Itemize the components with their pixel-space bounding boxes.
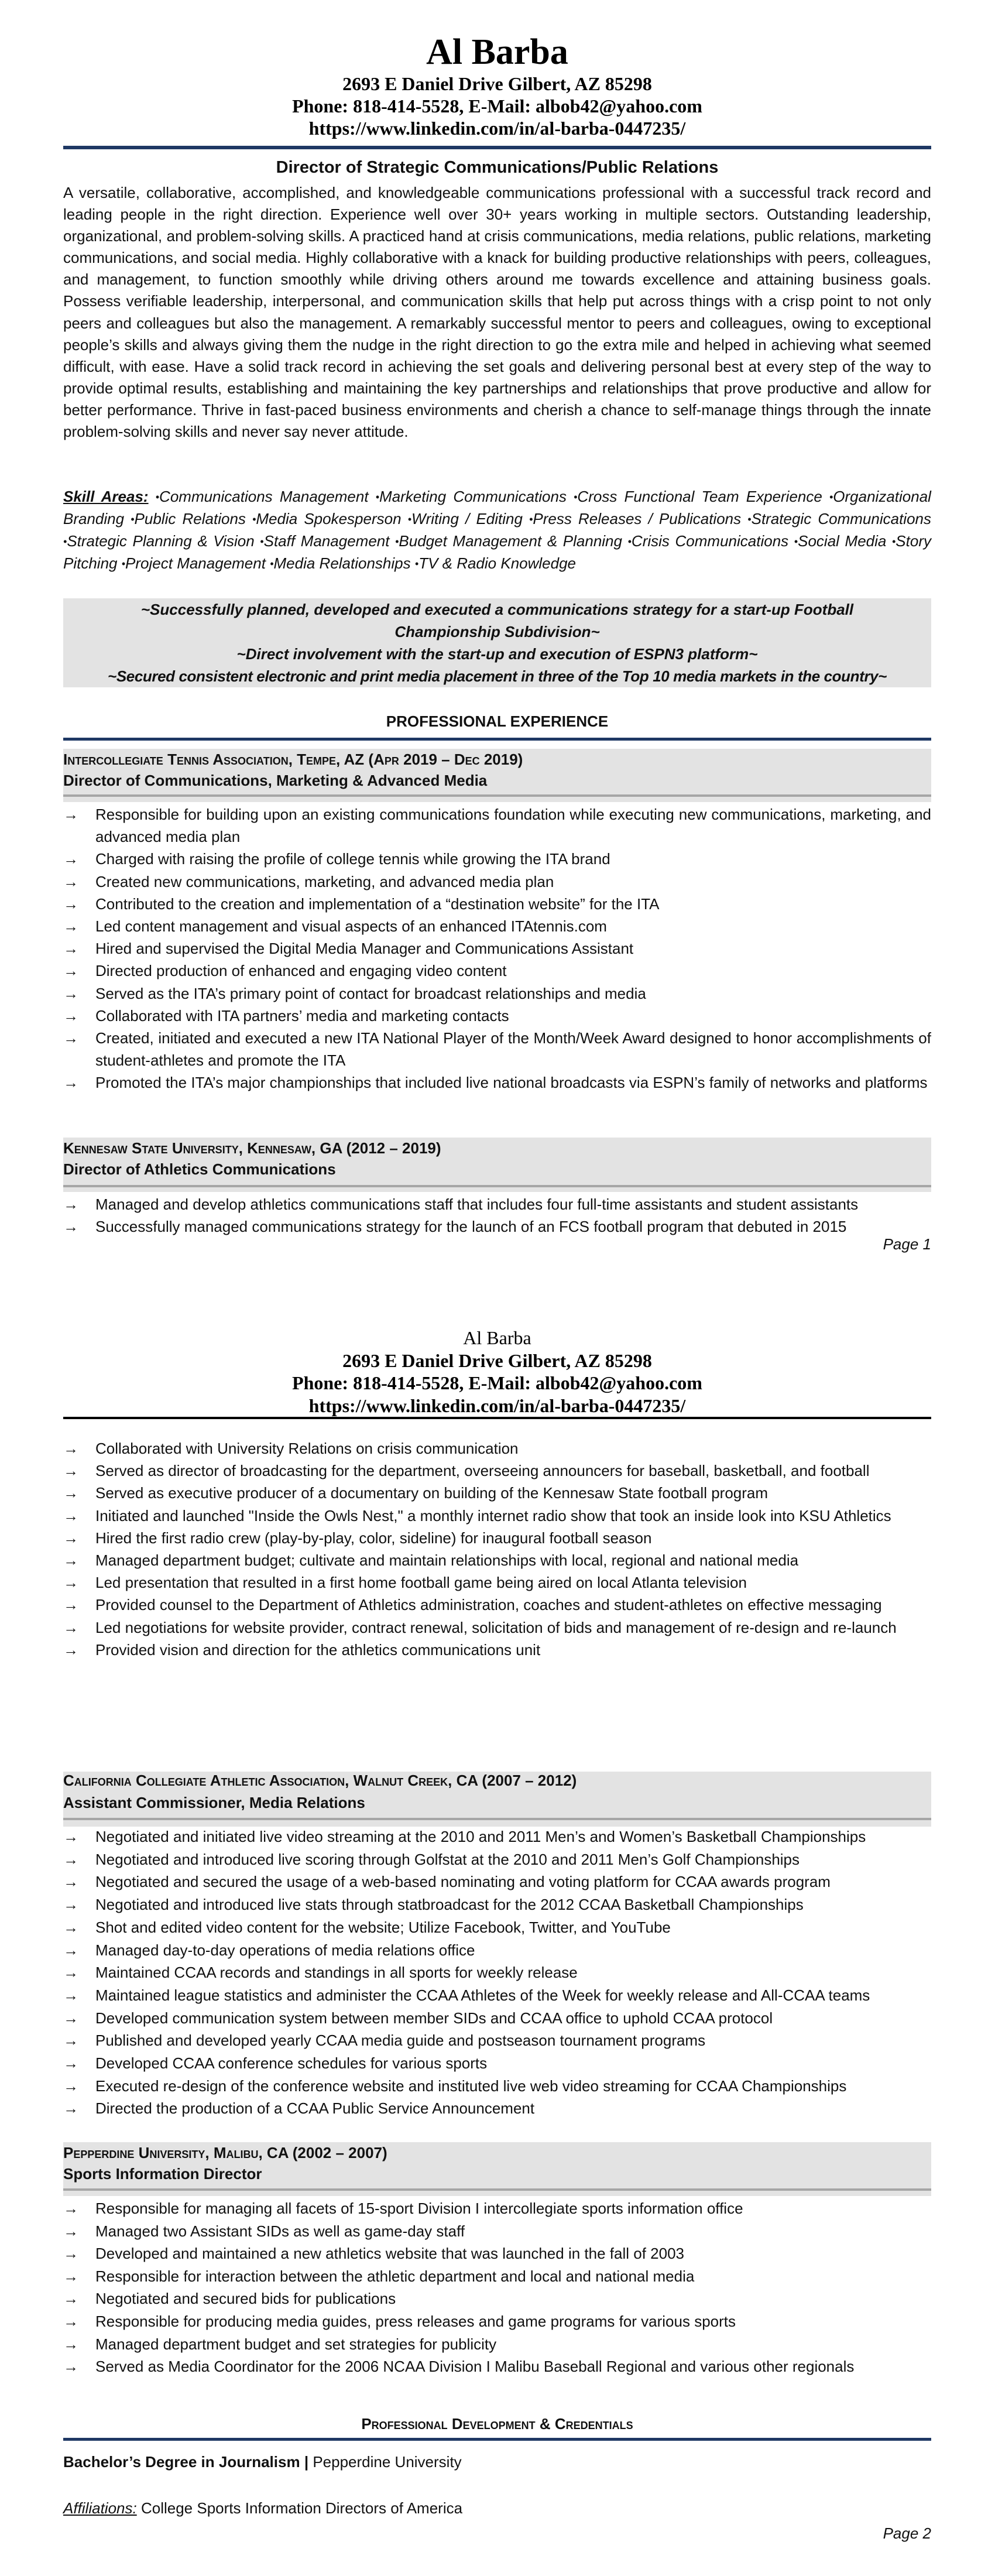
section-heading-experience: PROFESSIONAL EXPERIENCE bbox=[386, 712, 609, 730]
bullet-text: Responsible for building upon an existing communications foundation while executing new communications, marketing, and advanced media plan bbox=[95, 806, 931, 846]
bullet-item bbox=[63, 1961, 931, 1984]
arrow-icon: → bbox=[63, 1462, 78, 1480]
bullet-item bbox=[63, 871, 931, 893]
bullet-text: Managed and develop athletics communications staff that includes four full-time assistants and student assistants bbox=[95, 1195, 859, 1213]
bullet-item bbox=[63, 1549, 931, 1571]
skill-text: Public Relations bbox=[134, 510, 246, 527]
bullet-text: Responsible for interaction between the athletic department and local and national media bbox=[95, 2267, 695, 2285]
skill-item bbox=[122, 554, 266, 572]
skill-bullet-icon: • bbox=[121, 558, 126, 570]
bullet-item bbox=[63, 2097, 931, 2120]
job-title: Sports Information Director bbox=[63, 2165, 262, 2183]
arrow-icon: → bbox=[63, 2032, 78, 2050]
page-number: Page 1 bbox=[883, 1235, 931, 1253]
affiliations-line bbox=[63, 2498, 931, 2518]
job-company: Kennesaw State University, Kennesaw, GA (2012 – 2019) bbox=[63, 1139, 441, 1157]
bullet-item bbox=[63, 848, 931, 870]
skill-item bbox=[260, 532, 389, 550]
job-company: Intercollegiate Tennis Association, Tempe, AZ (Apr 2019 – Dec 2019) bbox=[63, 751, 523, 768]
job-title: Director of Athletics Communications bbox=[63, 1160, 336, 1178]
skill-bullet-icon: • bbox=[270, 558, 274, 570]
linkedin-url: https://www.linkedin.com/in/al-barba-0447235/ bbox=[308, 1395, 686, 1416]
bullet-text: Served as the ITA’s primary point of contact for broadcast relationships and media bbox=[95, 984, 646, 1002]
arrow-icon: → bbox=[63, 872, 78, 890]
arrow-icon: → bbox=[63, 1896, 78, 1914]
bullet-text: Developed communication system between member SIDs and CCAA office to uphold CCAA protocol bbox=[95, 2009, 773, 2027]
job-bullets bbox=[63, 1437, 931, 1661]
skill-item bbox=[63, 532, 255, 550]
skill-text: Social Media bbox=[798, 532, 887, 550]
summary-paragraph: A versatile, collaborative, accomplished, and knowledgeable communications professional with a successful track record and leading people in the right direction. Experience well over 30+ years working in multiple sectors. Outstanding leadership, organizational, and problem-solving skills. A practiced hand at crisis communications, media relations, public relations, marketing communications, and social media. Highly collaborative with a knack for building productive relationships with peers, colleagues, and management, to function smoothly while driving others around me towards excellence and attaining business goals. Possess verifiable leadership, interpersonal, and communication skills that help put across things with a crisp point to not only peers and colleagues but also the management. A remarkably successful mentor to peers and colleagues, owing to exceptional people’s skills and always giving them the nudge in the right direction to go the extra mile and helped in achieving what seemed difficult, with ease. Have a solid track record in achieving the set goals and delivering personal best at every step of the way to provide optimal results, establishing and maintaining the key partnerships and relationships that prove productive and allow for better performance. Thrive in fast-paced business environments and cherish a chance to self-manage things through the innate problem-solving skills and never say never attitude. bbox=[63, 184, 931, 441]
address: 2693 E Daniel Drive Gilbert, AZ 85298 bbox=[342, 73, 652, 94]
skill-text: Media Spokesperson bbox=[256, 510, 402, 527]
bullet-item bbox=[63, 1527, 931, 1549]
arrow-icon: → bbox=[63, 1964, 78, 1982]
arrow-icon: → bbox=[63, 2267, 78, 2285]
arrow-icon: → bbox=[63, 895, 78, 913]
arrow-icon: → bbox=[63, 1918, 78, 1936]
skill-text: Crisis Communications bbox=[631, 532, 789, 550]
bullet-item bbox=[63, 1005, 931, 1027]
job-company: Pepperdine University, Malibu, CA (2002 – 2007) bbox=[63, 2144, 387, 2161]
job-header bbox=[63, 1772, 931, 1827]
bullet-text: Directed production of enhanced and engaging video content bbox=[95, 962, 507, 980]
job-header-rule bbox=[63, 2188, 931, 2191]
bullet-text: Contributed to the creation and implementation of a “destination website” for the ITA bbox=[95, 895, 660, 913]
bullet-text: Promoted the ITA’s major championships that included live national broadcasts via ESPN’s family of networks and platforms bbox=[95, 1074, 928, 1092]
arrow-icon: → bbox=[63, 1074, 78, 1092]
bullet-text: Served as executive producer of a documentary on building of the Kennesaw State football program bbox=[95, 1484, 768, 1502]
bullet-text: Negotiated and secured the usage of a web-based nominating and voting platform for CCAA awards program bbox=[95, 1873, 831, 1891]
bullet-text: Published and developed yearly CCAA media guide and postseason tournament programs bbox=[95, 2032, 706, 2050]
arrow-icon: → bbox=[63, 1828, 78, 1845]
degree: Bachelor’s Degree in Journalism bbox=[63, 2453, 300, 2471]
arrow-icon: → bbox=[63, 1640, 78, 1659]
arrow-icon: → bbox=[63, 806, 78, 823]
section-heading-credentials: Professional Development & Credentials bbox=[361, 2415, 633, 2433]
bullet-text: Managed two Assistant SIDs as well as game-day staff bbox=[95, 2222, 465, 2240]
arrow-icon: → bbox=[63, 1574, 78, 1592]
headline: Director of Strategic Communications/Public Relations bbox=[276, 158, 719, 177]
bullet-item bbox=[63, 1482, 931, 1504]
school: Pepperdine University bbox=[313, 2453, 462, 2471]
skill-text: Press Releases / Publications bbox=[533, 510, 742, 527]
bullet-text: Developed CCAA conference schedules for various sports bbox=[95, 2054, 488, 2073]
arrow-icon: → bbox=[63, 2290, 78, 2308]
bullet-text: Successfully managed communications strategy for the launch of an FCS football program that debuted in 2015 bbox=[95, 1218, 847, 1235]
bullet-text: Shot and edited video content for the website; Utilize Facebook, Twitter, and YouTube bbox=[95, 1918, 671, 1936]
bullet-text: Responsible for producing media guides, press releases and game programs for various sports bbox=[95, 2312, 736, 2330]
bullet-item bbox=[63, 1939, 931, 1962]
bullet-item bbox=[63, 1027, 931, 1071]
bullet-text: Served as Media Coordinator for the 2006 NCAA Division I Malibu Baseball Regional and various other regionals bbox=[95, 2358, 855, 2376]
job-bullets bbox=[63, 1825, 931, 2120]
arrow-icon: → bbox=[63, 1596, 78, 1614]
skill-bullet-icon: • bbox=[891, 536, 896, 547]
bullet-text: Led content management and visual aspects of an enhanced ITAtennis.com bbox=[95, 917, 607, 936]
bullet-item bbox=[63, 2075, 931, 2098]
address: 2693 E Daniel Drive Gilbert, AZ 85298 bbox=[342, 1349, 652, 1371]
bullet-text: Maintained league statistics and administer the CCAA Athletes of the Week for weekly release and All-CCAA teams bbox=[95, 1986, 870, 2004]
skill-item bbox=[794, 532, 887, 550]
skill-item bbox=[747, 510, 931, 527]
job-title: Assistant Commissioner, Media Relations bbox=[63, 1794, 365, 1811]
bullet-text: Managed day-to-day operations of media relations office bbox=[95, 1941, 475, 1959]
skill-bullet-icon: • bbox=[260, 536, 264, 547]
candidate-name: Al Barba bbox=[463, 1327, 531, 1348]
arrow-icon: → bbox=[63, 2077, 78, 2095]
arrow-icon: → bbox=[63, 1484, 78, 1502]
candidate-name: Al Barba bbox=[426, 32, 568, 72]
bullet-item bbox=[63, 1639, 931, 1661]
bullet-item bbox=[63, 1071, 931, 1094]
skill-text: Cross Functional Team Experience bbox=[577, 488, 822, 505]
bullet-item bbox=[63, 960, 931, 982]
skill-text: Marketing Communications bbox=[379, 488, 567, 505]
job-header bbox=[63, 1138, 931, 1192]
bullet-item bbox=[63, 1571, 931, 1594]
skill-item bbox=[415, 554, 576, 572]
arrow-icon: → bbox=[63, 2200, 78, 2217]
arrow-icon: → bbox=[63, 1618, 78, 1636]
job-company: California Collegiate Athletic Association, Walnut Creek, CA (2007 – 2012) bbox=[63, 1772, 577, 1789]
bullet-text: Directed the production of a CCAA Public Service Announcement bbox=[95, 2099, 535, 2118]
skill-bullet-icon: • bbox=[574, 491, 578, 503]
skill-bullet-icon: • bbox=[829, 491, 833, 503]
bullet-item bbox=[63, 1984, 931, 2007]
arrow-icon: → bbox=[63, 2222, 78, 2240]
arrow-icon: → bbox=[63, 1218, 78, 1235]
arrow-icon: → bbox=[63, 2099, 78, 2118]
bullet-item bbox=[63, 2287, 931, 2310]
bullet-text: Collaborated with University Relations on crisis communication bbox=[95, 1440, 519, 1457]
resume-header-page2 bbox=[63, 1327, 931, 1417]
bullet-item bbox=[63, 2220, 931, 2243]
bullet-item bbox=[63, 1505, 931, 1527]
bullet-item bbox=[63, 1825, 931, 1848]
bullet-text: Negotiated and secured bids for publications bbox=[95, 2290, 396, 2308]
highlights-box bbox=[63, 598, 931, 687]
bullet-item bbox=[63, 2265, 931, 2288]
bullet-text: Provided counsel to the Department of Athletics administration, coaches and student-athletes on effective messaging bbox=[95, 1596, 882, 1614]
arrow-icon: → bbox=[63, 2009, 78, 2027]
arrow-icon: → bbox=[63, 1195, 78, 1213]
bullet-item bbox=[63, 2007, 931, 2030]
bullet-item bbox=[63, 1616, 931, 1639]
separator: | bbox=[300, 2453, 313, 2471]
skill-bullet-icon: • bbox=[131, 513, 135, 525]
bullet-item bbox=[63, 1893, 931, 1916]
contact-line: Phone: 818-414-5528, E-Mail: albob42@yahoo.com bbox=[292, 1372, 702, 1393]
bullet-text: Served as director of broadcasting for the department, overseeing announcers for baseball, basketball, and football bbox=[95, 1462, 870, 1480]
skill-bullet-icon: • bbox=[252, 513, 256, 525]
bullet-text: Created new communications, marketing, and advanced media plan bbox=[95, 872, 554, 890]
skill-bullet-icon: • bbox=[414, 558, 419, 570]
bullet-item bbox=[63, 2242, 931, 2265]
skill-item bbox=[628, 532, 789, 550]
skill-text: TV & Radio Knowledge bbox=[418, 554, 577, 572]
skill-item bbox=[574, 488, 822, 505]
arrow-icon: → bbox=[63, 984, 78, 1002]
skill-item bbox=[395, 532, 622, 550]
degree-line bbox=[63, 2452, 931, 2472]
bullet-text: Executed re-design of the conference website and instituted live web video streaming for CCAA Championships bbox=[95, 2077, 847, 2095]
arrow-icon: → bbox=[63, 1529, 78, 1547]
bullet-text: Charged with raising the profile of college tennis while growing the ITA brand bbox=[95, 850, 610, 868]
skill-bullet-icon: • bbox=[63, 536, 67, 547]
bullet-item bbox=[63, 1916, 931, 1939]
arrow-icon: → bbox=[63, 1006, 78, 1025]
arrow-icon: → bbox=[63, 940, 78, 958]
job-bullets bbox=[63, 1193, 931, 1238]
bullet-text: Hired and supervised the Digital Media Manager and Communications Assistant bbox=[95, 940, 634, 958]
arrow-icon: → bbox=[63, 2335, 78, 2353]
bullet-text: Led presentation that resulted in a first home football game being aired on local Atlanta television bbox=[95, 1574, 747, 1592]
arrow-icon: → bbox=[63, 2245, 78, 2263]
arrow-icon: → bbox=[63, 850, 78, 868]
bullet-text: Hired the first radio crew (play-by-play, color, sideline) for inaugural football season bbox=[95, 1529, 652, 1547]
bullet-text: Negotiated and introduced live scoring through Golfstat at the 2010 and 2011 Men’s Golf Championships bbox=[95, 1850, 800, 1868]
arrow-icon: → bbox=[63, 917, 78, 936]
bullet-item bbox=[63, 1193, 931, 1215]
skill-bullet-icon: • bbox=[395, 536, 399, 547]
bullet-text: Maintained CCAA records and standings in all sports for weekly release bbox=[95, 1964, 578, 1982]
job-header-rule bbox=[63, 1185, 931, 1187]
skill-bullet-icon: • bbox=[375, 491, 380, 503]
bullet-item bbox=[63, 1871, 931, 1893]
contact-line: Phone: 818-414-5528, E-Mail: albob42@yahoo.com bbox=[292, 95, 702, 117]
arrow-icon: → bbox=[63, 1506, 78, 1525]
section-divider bbox=[63, 2438, 931, 2441]
bullet-text: Negotiated and initiated live video streaming at the 2010 and 2011 Men’s and Women’s Basketball Championships bbox=[95, 1828, 866, 1845]
highlight: ~Direct involvement with the start-up and execution of ESPN3 platform~ bbox=[236, 645, 758, 663]
header-divider bbox=[63, 1417, 931, 1419]
skill-bullet-icon: • bbox=[627, 536, 632, 547]
resume-header bbox=[63, 32, 931, 139]
bullet-text: Led negotiations for website provider, contract renewal, solicitation of bids and management of re-design and re-launch bbox=[95, 1618, 897, 1636]
header-divider bbox=[63, 146, 931, 149]
skill-text: Staff Management bbox=[263, 532, 390, 550]
affiliations-label: Affiliations: bbox=[63, 2499, 137, 2517]
skill-item bbox=[252, 510, 402, 527]
bullet-text: Created, initiated and executed a new ITA National Player of the Month/Week Award designed to honor accomplishments of student-athletes and promote the ITA bbox=[95, 1029, 931, 1070]
job-title: Director of Communications, Marketing & Advanced Media bbox=[63, 772, 488, 789]
bullet-item bbox=[63, 1460, 931, 1482]
skill-areas-label: Skill Areas: bbox=[63, 488, 149, 505]
linkedin-url: https://www.linkedin.com/in/al-barba-0447235/ bbox=[308, 118, 686, 139]
skill-bullet-icon: • bbox=[529, 513, 533, 525]
bullet-text: Negotiated and introduced live stats through statbroadcast for the 2012 CCAA Basketball Championships bbox=[95, 1896, 804, 1914]
bullet-item bbox=[63, 2197, 931, 2220]
skill-bullet-icon: • bbox=[794, 536, 798, 547]
skill-text: Communications Management bbox=[159, 488, 369, 505]
skill-areas bbox=[63, 486, 931, 575]
job-bullets bbox=[63, 2197, 931, 2378]
arrow-icon: → bbox=[63, 2358, 78, 2376]
arrow-icon: → bbox=[63, 1551, 78, 1570]
bullet-text: Provided vision and direction for the athletics communications unit bbox=[95, 1640, 541, 1659]
skill-text: Strategic Communications bbox=[751, 510, 931, 527]
bullet-item bbox=[63, 1437, 931, 1460]
bullet-text: Managed department budget and set strategies for publicity bbox=[95, 2335, 497, 2353]
skill-text: Media Relationships bbox=[273, 554, 411, 572]
bullet-item bbox=[63, 1848, 931, 1871]
skill-item bbox=[529, 510, 741, 527]
bullet-item bbox=[63, 803, 931, 848]
skill-item bbox=[156, 488, 369, 505]
highlight: ~Successfully planned, developed and executed a communications strategy for a start-up Football Championship Subdivision~ bbox=[140, 601, 854, 640]
arrow-icon: → bbox=[63, 1850, 78, 1868]
skill-item bbox=[376, 488, 567, 505]
skill-bullet-icon: • bbox=[407, 513, 412, 525]
affiliations: College Sports Information Directors of America bbox=[136, 2499, 463, 2517]
skill-text: Story Pitching bbox=[63, 532, 931, 572]
bullet-item bbox=[63, 2355, 931, 2378]
section-divider bbox=[63, 738, 931, 741]
skill-item bbox=[408, 510, 523, 527]
skill-text: Organizational Branding bbox=[63, 488, 931, 527]
job-header bbox=[63, 749, 931, 802]
bullet-item bbox=[63, 2052, 931, 2075]
arrow-icon: → bbox=[63, 962, 78, 980]
job-bullets bbox=[63, 803, 931, 1094]
arrow-icon: → bbox=[63, 1440, 78, 1457]
arrow-icon: → bbox=[63, 2054, 78, 2073]
arrow-icon: → bbox=[63, 1941, 78, 1959]
bullet-item bbox=[63, 937, 931, 960]
bullet-item bbox=[63, 982, 931, 1005]
page-number: Page 2 bbox=[883, 2524, 931, 2542]
arrow-icon: → bbox=[63, 1029, 78, 1047]
skill-item bbox=[131, 510, 246, 527]
bullet-text: Collaborated with ITA partners’ media and marketing contacts bbox=[95, 1006, 509, 1025]
skill-item bbox=[270, 554, 410, 572]
bullet-item bbox=[63, 2029, 931, 2052]
skill-text: Budget Management & Planning bbox=[399, 532, 622, 550]
skill-text: Writing / Editing bbox=[411, 510, 523, 527]
skill-bullet-icon: • bbox=[155, 491, 160, 503]
bullet-item bbox=[63, 915, 931, 937]
skill-text: Strategic Planning & Vision bbox=[67, 532, 255, 550]
arrow-icon: → bbox=[63, 1873, 78, 1891]
bullet-text: Responsible for managing all facets of 15-sport Division I intercollegiate sports information office bbox=[95, 2200, 743, 2217]
bullet-item bbox=[63, 2310, 931, 2333]
job-header-rule bbox=[63, 1818, 931, 1820]
bullet-item bbox=[63, 2333, 931, 2356]
job-header-rule bbox=[63, 794, 931, 797]
bullet-text: Developed and maintained a new athletics website that was launched in the fall of 2003 bbox=[95, 2245, 684, 2263]
bullet-text: Initiated and launched "Inside the Owls Nest," a monthly internet radio show that took an inside look into KSU Athletics bbox=[95, 1506, 891, 1525]
skill-text: Project Management bbox=[125, 554, 266, 572]
highlight: ~Secured consistent electronic and print media placement in three of the Top 10 media markets in the country~ bbox=[108, 667, 887, 685]
arrow-icon: → bbox=[63, 2312, 78, 2330]
job-header bbox=[63, 2142, 931, 2196]
bullet-item bbox=[63, 893, 931, 915]
skill-bullet-icon: • bbox=[747, 513, 752, 525]
bullet-text: Managed department budget; cultivate and maintain relationships with local, regional and national media bbox=[95, 1551, 799, 1570]
bullet-item bbox=[63, 1594, 931, 1616]
arrow-icon: → bbox=[63, 1986, 78, 2004]
